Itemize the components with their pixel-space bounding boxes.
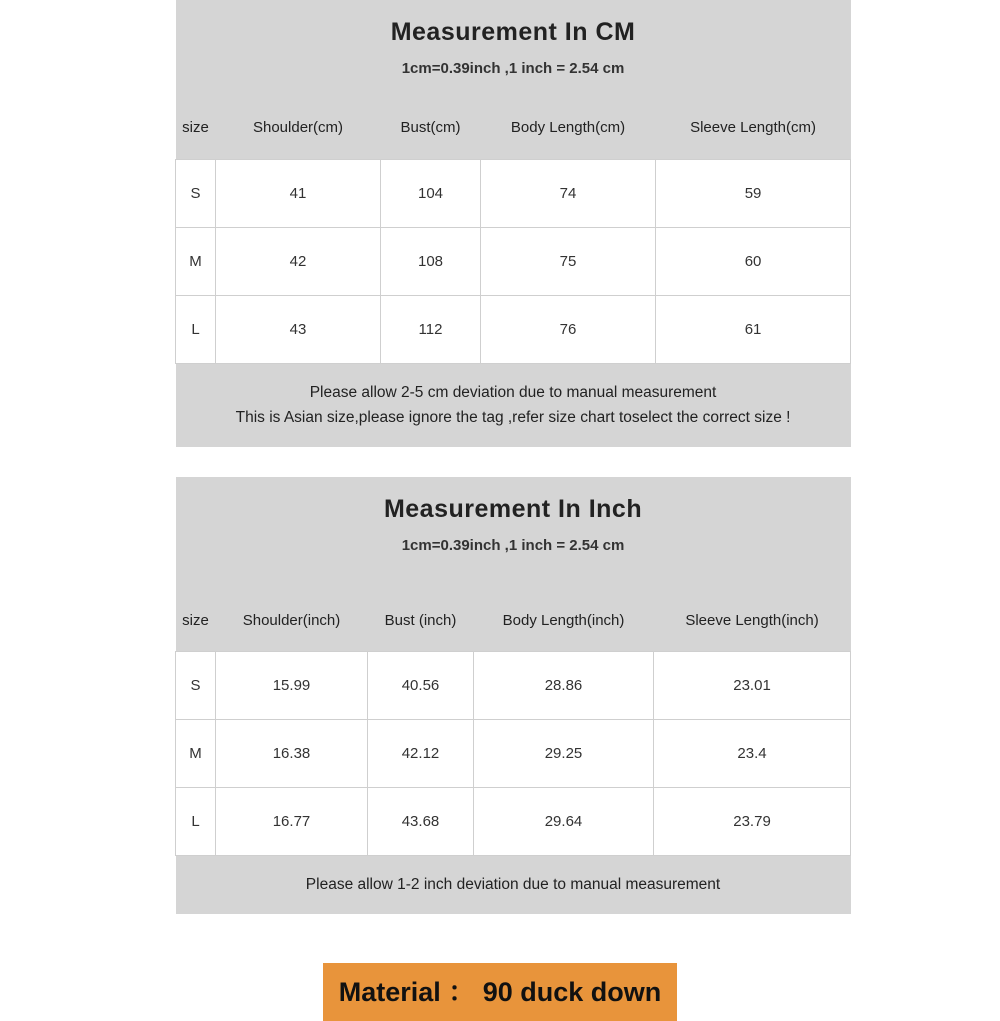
bust-cell: 40.56 bbox=[368, 652, 474, 720]
inch-table-subtitle: 1cm=0.39inch ,1 inch = 2.54 cm bbox=[401, 536, 625, 554]
inch-col-bust: Bust (inch) bbox=[368, 590, 474, 652]
body-length-cell: 76 bbox=[481, 295, 656, 363]
size-cell: L bbox=[176, 788, 216, 856]
sleeve-length-cell: 23.01 bbox=[654, 652, 851, 720]
cm-size-table bbox=[175, 0, 851, 447]
inch-col-body-length: Body Length(inch) bbox=[474, 590, 654, 652]
cm-table-header-row bbox=[176, 97, 851, 159]
table-row bbox=[176, 159, 851, 227]
shoulder-cell: 41 bbox=[216, 159, 381, 227]
shoulder-cell: 42 bbox=[216, 227, 381, 295]
body-length-cell: 74 bbox=[481, 159, 656, 227]
size-cell: M bbox=[176, 227, 216, 295]
table-row bbox=[176, 227, 851, 295]
sleeve-length-cell: 23.79 bbox=[654, 788, 851, 856]
bust-cell: 42.12 bbox=[368, 720, 474, 788]
inch-col-shoulder: Shoulder(inch) bbox=[216, 590, 368, 652]
body-length-cell: 29.64 bbox=[474, 788, 654, 856]
shoulder-cell: 15.99 bbox=[216, 652, 368, 720]
cm-table-subtitle: 1cm=0.39inch ,1 inch = 2.54 cm bbox=[401, 60, 625, 77]
inch-table-title-row bbox=[176, 477, 851, 590]
bust-cell: 43.68 bbox=[368, 788, 474, 856]
cm-col-sleeve-length: Sleeve Length(cm) bbox=[656, 97, 851, 159]
sleeve-length-cell: 60 bbox=[656, 227, 851, 295]
cm-col-bust: Bust(cm) bbox=[381, 97, 481, 159]
size-cell: S bbox=[176, 159, 216, 227]
cm-table-title: Measurement In CM bbox=[390, 18, 636, 46]
shoulder-cell: 16.38 bbox=[216, 720, 368, 788]
material-banner bbox=[0, 963, 1000, 1021]
table-row bbox=[176, 720, 851, 788]
sleeve-length-cell: 61 bbox=[656, 295, 851, 363]
inch-table-header-row bbox=[176, 590, 851, 652]
table-row bbox=[176, 652, 851, 720]
cm-table-title-row bbox=[176, 0, 851, 97]
inch-col-size: size bbox=[176, 590, 216, 652]
inch-size-table bbox=[175, 477, 851, 915]
bust-cell: 108 bbox=[381, 227, 481, 295]
table-row bbox=[176, 295, 851, 363]
cm-table-notes-row bbox=[176, 363, 851, 447]
inch-table-notes-row bbox=[176, 856, 851, 915]
size-cell: S bbox=[176, 652, 216, 720]
inch-col-sleeve-length: Sleeve Length(inch) bbox=[654, 590, 851, 652]
body-length-cell: 75 bbox=[481, 227, 656, 295]
shoulder-cell: 43 bbox=[216, 295, 381, 363]
sleeve-length-cell: 23.4 bbox=[654, 720, 851, 788]
sleeve-length-cell: 59 bbox=[656, 159, 851, 227]
body-length-cell: 28.86 bbox=[474, 652, 654, 720]
inch-table-title: Measurement In Inch bbox=[383, 494, 643, 523]
body-length-cell: 29.25 bbox=[474, 720, 654, 788]
bust-cell: 104 bbox=[381, 159, 481, 227]
cm-col-shoulder: Shoulder(cm) bbox=[216, 97, 381, 159]
material-label: Material ： 90 duck down bbox=[323, 963, 678, 1021]
cm-note-asian-size: This is Asian size,please ignore the tag ,refer size chart toselect the correct size ! bbox=[235, 408, 791, 426]
size-cell: M bbox=[176, 720, 216, 788]
inch-note-deviation: Please allow 1-2 inch deviation due to manual measurement bbox=[305, 876, 721, 893]
shoulder-cell: 16.77 bbox=[216, 788, 368, 856]
cm-col-body-length: Body Length(cm) bbox=[481, 97, 656, 159]
table-row bbox=[176, 788, 851, 856]
size-cell: L bbox=[176, 295, 216, 363]
bust-cell: 112 bbox=[381, 295, 481, 363]
table-gap bbox=[0, 447, 1000, 477]
cm-col-size: size bbox=[176, 97, 216, 159]
cm-note-deviation: Please allow 2-5 cm deviation due to manual measurement bbox=[309, 383, 717, 401]
